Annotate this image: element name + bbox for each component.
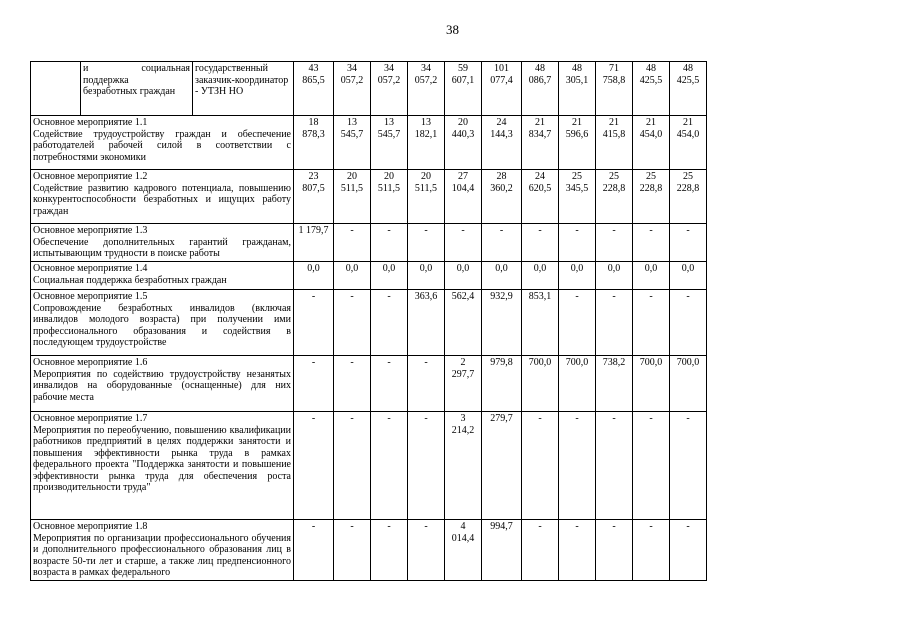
value-cell: - — [633, 224, 670, 262]
value-cell: 0,0 — [670, 262, 707, 290]
value-cell: - — [596, 520, 633, 581]
value-cell: - — [408, 224, 445, 262]
value-cell: 363,6 — [408, 290, 445, 356]
measure-description-cell — [31, 224, 294, 262]
value-cell: 20 511,5 — [408, 170, 445, 224]
table-row — [31, 356, 707, 412]
table-row — [31, 290, 707, 356]
measure-title: Основное мероприятие 1.3 — [33, 225, 148, 236]
subprogram-cell — [81, 62, 193, 116]
measure-title: Основное мероприятие 1.2 — [33, 171, 148, 182]
value-cell: 25 228,8 — [596, 170, 633, 224]
table-row — [31, 224, 707, 262]
value-cell: 59 607,1 — [445, 62, 482, 116]
value-cell: 0,0 — [371, 262, 408, 290]
table-row — [31, 520, 707, 581]
value-cell: 18 878,3 — [294, 116, 334, 170]
value-cell: 21 454,0 — [670, 116, 707, 170]
value-cell: - — [334, 412, 371, 520]
subprogram-line: безработных граждан — [83, 86, 176, 97]
value-cell: - — [408, 356, 445, 412]
value-cell: 1 179,7 — [294, 224, 334, 262]
value-cell: - — [633, 412, 670, 520]
value-cell: 20 511,5 — [334, 170, 371, 224]
value-cell: - — [294, 356, 334, 412]
value-cell: 0,0 — [522, 262, 559, 290]
measure-title: Основное мероприятие 1.4 — [33, 263, 148, 274]
value-cell: - — [670, 290, 707, 356]
value-cell: - — [522, 412, 559, 520]
value-cell: - — [596, 290, 633, 356]
measure-text: Социальная поддержка безработных граждан — [33, 274, 227, 286]
value-cell: - — [294, 290, 334, 356]
value-cell: - — [371, 224, 408, 262]
value-cell: - — [559, 520, 596, 581]
value-cell: - — [596, 412, 633, 520]
budget-table — [30, 61, 707, 581]
value-cell: 979,8 — [482, 356, 522, 412]
value-cell: 21 454,0 — [633, 116, 670, 170]
measure-description-cell — [31, 262, 294, 290]
value-cell: - — [670, 520, 707, 581]
subprogram-line: и социальная — [83, 63, 190, 74]
subprogram-line: поддержка — [83, 74, 129, 86]
value-cell: 0,0 — [482, 262, 522, 290]
value-cell: 700,0 — [633, 356, 670, 412]
value-cell: - — [371, 520, 408, 581]
value-cell: 25 228,8 — [670, 170, 707, 224]
measure-description-cell — [31, 412, 294, 520]
value-cell: - — [670, 224, 707, 262]
value-cell: 48 425,5 — [633, 62, 670, 116]
value-cell: 0,0 — [633, 262, 670, 290]
value-cell: 2 297,7 — [445, 356, 482, 412]
value-cell: - — [633, 290, 670, 356]
value-cell: 932,9 — [482, 290, 522, 356]
value-cell: - — [334, 224, 371, 262]
value-cell: 700,0 — [670, 356, 707, 412]
value-cell: - — [633, 520, 670, 581]
value-cell: - — [408, 520, 445, 581]
value-cell: 0,0 — [408, 262, 445, 290]
value-cell: - — [522, 520, 559, 581]
value-cell: - — [334, 520, 371, 581]
measure-title: Основное мероприятие 1.7 — [33, 413, 148, 424]
value-cell: 994,7 — [482, 520, 522, 581]
measure-text: Обеспечение дополнительных гарантий гражданам, испытывающим трудности в поиске работы — [33, 236, 291, 259]
value-cell: - — [371, 412, 408, 520]
value-cell: 700,0 — [522, 356, 559, 412]
measure-title: Основное мероприятие 1.6 — [33, 357, 148, 368]
measure-text: Мероприятия по содействию трудоустройству незанятых инвалидов на оборудованные (оснащенные) для них рабочие места — [33, 368, 291, 403]
value-cell: - — [445, 224, 482, 262]
value-cell: - — [522, 224, 559, 262]
measure-description-cell — [31, 170, 294, 224]
empty-cell — [31, 62, 81, 116]
value-cell: 13 545,7 — [371, 116, 408, 170]
value-cell: 25 228,8 — [633, 170, 670, 224]
value-cell: 24 620,5 — [522, 170, 559, 224]
measure-text: Содействие трудоустройству граждан и обеспечение работодателей рабочей силой в соответствии с потребностями экономики — [33, 128, 291, 163]
value-cell: 853,1 — [522, 290, 559, 356]
measure-text: Мероприятия по организации профессионального обучения и дополнительного профессионального образования лиц в возрасте 50-ти лет и старше, а также лиц предпенсионного возраста в рамках федерального — [33, 532, 291, 578]
value-cell: 20 440,3 — [445, 116, 482, 170]
value-cell: 48 305,1 — [559, 62, 596, 116]
value-cell: 0,0 — [334, 262, 371, 290]
page-number: 38 — [446, 22, 459, 37]
value-cell: 562,4 — [445, 290, 482, 356]
value-cell: 43 865,5 — [294, 62, 334, 116]
value-cell: 48 425,5 — [670, 62, 707, 116]
value-cell: - — [482, 224, 522, 262]
table-row — [31, 116, 707, 170]
measure-title: Основное мероприятие 1.8 — [33, 521, 148, 532]
table-row — [31, 170, 707, 224]
value-cell: - — [371, 356, 408, 412]
value-cell: 3 214,2 — [445, 412, 482, 520]
value-cell: 738,2 — [596, 356, 633, 412]
measure-description-cell — [31, 116, 294, 170]
value-cell: 48 086,7 — [522, 62, 559, 116]
measure-description-cell — [31, 356, 294, 412]
value-cell: 34 057,2 — [371, 62, 408, 116]
value-cell: - — [559, 412, 596, 520]
measure-description-cell — [31, 290, 294, 356]
value-cell: - — [371, 290, 408, 356]
value-cell: - — [559, 290, 596, 356]
measure-title: Основное мероприятие 1.5 — [33, 291, 148, 302]
value-cell: 0,0 — [294, 262, 334, 290]
value-cell: 23 807,5 — [294, 170, 334, 224]
value-cell: 4 014,4 — [445, 520, 482, 581]
value-cell: 25 345,5 — [559, 170, 596, 224]
measure-text: Сопровождение безработных инвалидов (включая инвалидов молодого возраста) при получении ими профессионального образования и содействия в последующем трудоустройстве — [33, 302, 291, 348]
value-cell: 0,0 — [445, 262, 482, 290]
value-cell: 21 596,6 — [559, 116, 596, 170]
value-cell: - — [294, 412, 334, 520]
value-cell: 279,7 — [482, 412, 522, 520]
value-cell: 34 057,2 — [408, 62, 445, 116]
value-cell: - — [670, 412, 707, 520]
value-cell: 0,0 — [559, 262, 596, 290]
value-cell: 27 104,4 — [445, 170, 482, 224]
value-cell: 101 077,4 — [482, 62, 522, 116]
value-cell: - — [334, 290, 371, 356]
value-cell: 71 758,8 — [596, 62, 633, 116]
measure-text: Мероприятия по переобучению, повышению квалификации работников предприятий в целях поддержки занятости и повышения эффективности рынка труда в рамках федерального проекта "Поддержка занятости и повышение эффективности рынка труда для обеспечения роста производительности труда" — [33, 424, 291, 493]
value-cell: 24 144,3 — [482, 116, 522, 170]
value-cell: 34 057,2 — [334, 62, 371, 116]
value-cell: - — [408, 412, 445, 520]
measure-text: Содействие развитию кадрового потенциала, повышению конкурентоспособности безработных и ищущих работу граждан — [33, 182, 291, 217]
value-cell: 21 415,8 — [596, 116, 633, 170]
measure-title: Основное мероприятие 1.1 — [33, 117, 148, 128]
value-cell: 13 545,7 — [334, 116, 371, 170]
value-cell: 13 182,1 — [408, 116, 445, 170]
measure-description-cell — [31, 520, 294, 581]
table-row — [31, 262, 707, 290]
value-cell: - — [294, 520, 334, 581]
value-cell: 28 360,2 — [482, 170, 522, 224]
value-cell: 700,0 — [559, 356, 596, 412]
value-cell: - — [596, 224, 633, 262]
value-cell: - — [334, 356, 371, 412]
value-cell: 0,0 — [596, 262, 633, 290]
value-cell: - — [559, 224, 596, 262]
table-row — [31, 412, 707, 520]
executor-cell: государственный заказчик-координатор - УТЗН НО — [193, 62, 294, 116]
value-cell: 20 511,5 — [371, 170, 408, 224]
table-row — [31, 62, 707, 116]
value-cell: 21 834,7 — [522, 116, 559, 170]
